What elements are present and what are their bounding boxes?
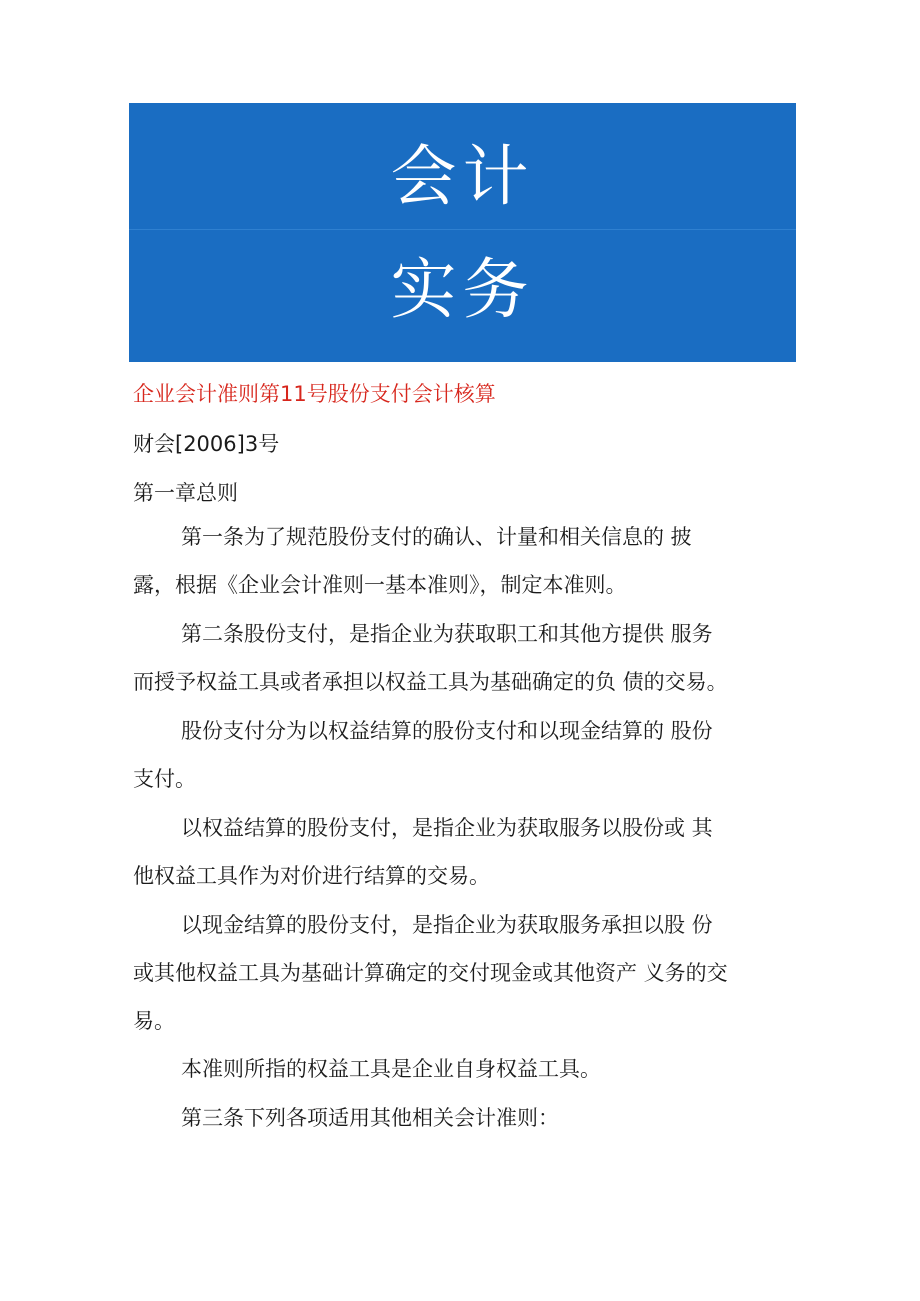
- paragraph-equity-settled: [133, 804, 803, 900]
- paragraph-line: 支付。: [133, 767, 196, 791]
- banner-title-line-1: 会计: [390, 138, 535, 215]
- paragraph-article-1: [133, 513, 803, 609]
- cover-banner: [129, 103, 796, 362]
- paragraph-line: 第三条下列各项适用其他相关会计准则：: [181, 1106, 559, 1130]
- banner-divider: [129, 229, 796, 230]
- paragraph-cash-settled: [133, 901, 803, 1045]
- paragraph-line: 而授予权益工具或者承担以权益工具为基础确定的负 债的交易。: [133, 670, 728, 694]
- paragraph-line: 以权益结算的股份支付，是指企业为获取服务以股份或 其: [181, 816, 713, 840]
- chapter-heading: 第一章总则: [133, 481, 238, 505]
- paragraph-line: 易。: [133, 1009, 175, 1033]
- paragraph-line: 第一条为了规范股份支付的确认、计量和相关信息的 披: [181, 525, 692, 549]
- paragraph-line: 露，根据《企业会计准则一基本准则》，制定本准则。: [133, 573, 627, 597]
- document-number: 财会[2006]3号: [133, 432, 280, 456]
- paragraph-line: 以现金结算的股份支付，是指企业为获取服务承担以股 份: [181, 913, 713, 937]
- paragraph-article-2: [133, 610, 803, 706]
- document-title: 企业会计准则第11号股份支付会计核算: [133, 382, 496, 406]
- paragraph-line: 本准则所指的权益工具是企业自身权益工具。: [181, 1057, 601, 1081]
- paragraph-line: 他权益工具作为对价进行结算的交易。: [133, 864, 490, 888]
- paragraph-share-payment-types: [133, 707, 803, 803]
- paragraph-line: 股份支付分为以权益结算的股份支付和以现金结算的 股份: [181, 719, 713, 743]
- banner-title-line-2: 实务: [390, 251, 535, 328]
- paragraph-line: 第二条股份支付，是指企业为获取职工和其他方提供 服务: [181, 622, 713, 646]
- paragraph-equity-instruments: [133, 1045, 803, 1093]
- paragraph-line: 或其他权益工具为基础计算确定的交付现金或其他资产 义务的交: [133, 961, 728, 985]
- paragraph-article-3: [133, 1094, 803, 1142]
